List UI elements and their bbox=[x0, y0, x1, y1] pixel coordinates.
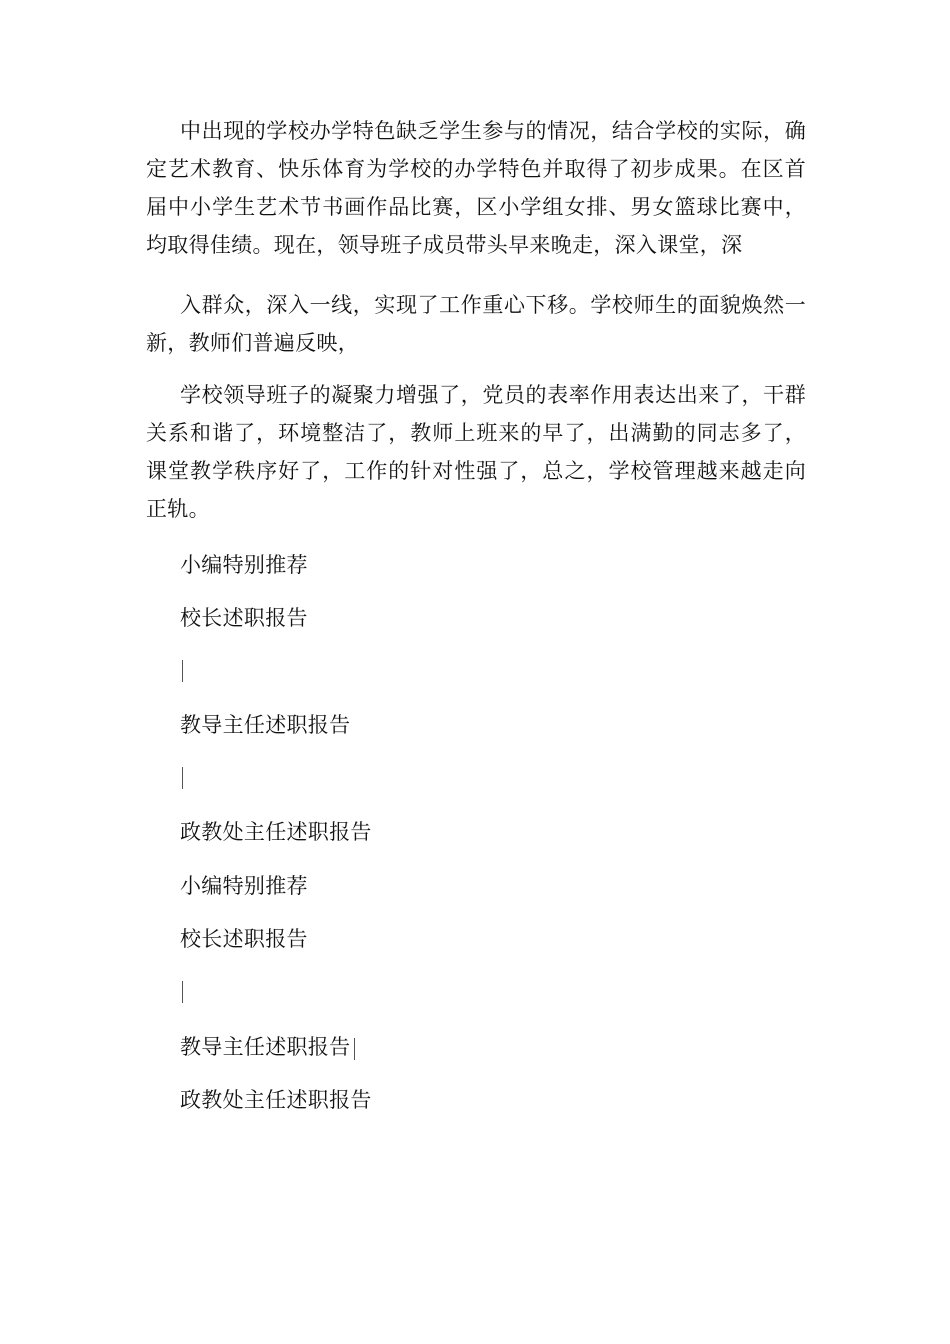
link-dean-report-row bbox=[180, 1032, 355, 1062]
link-principal-report-2[interactable]: 校长述职报告 bbox=[180, 927, 308, 951]
recommend-heading-2: 小编特别推荐 bbox=[180, 874, 308, 898]
body-paragraph-3: 学校领导班子的凝聚力增强了，党员的表率作用表达出来了，干群关系和谐了，环境整洁了，教师上班来的早了，出满勤的同志多了，课堂教学秩序好了，工作的针对性强了，总之，学校管理越来越走向正轨。 bbox=[146, 383, 806, 521]
link-principal-report-1[interactable]: 校长述职报告 bbox=[180, 606, 308, 630]
link-political-office-report-1[interactable]: 政教处主任述职报告 bbox=[180, 820, 372, 844]
link-separator bbox=[182, 981, 183, 1003]
link-separator bbox=[182, 660, 183, 682]
link-dean-report-1[interactable]: 教导主任述职报告 bbox=[180, 713, 351, 737]
link-political-office-report-2[interactable]: 政教处主任述职报告 bbox=[180, 1088, 372, 1112]
link-separator bbox=[182, 767, 183, 789]
body-paragraph-2: 入群众，深入一线，实现了工作重心下移。学校师生的面貌焕然一新，教师们普遍反映， bbox=[146, 293, 806, 355]
link-dean-report-2[interactable]: 教导主任述职报告 bbox=[180, 1035, 351, 1059]
link-separator bbox=[354, 1038, 355, 1060]
body-paragraph-1: 中出现的学校办学特色缺乏学生参与的情况，结合学校的实际，确定艺术教育、快乐体育为学校的办学特色并取得了初步成果。在区首届中小学生艺术节书画作品比赛，区小学组女排、男女篮球比赛中，均取得佳绩。现在，领导班子成员带头早来晚走，深入课堂，深 bbox=[146, 119, 806, 257]
recommend-heading-1: 小编特别推荐 bbox=[180, 553, 308, 577]
